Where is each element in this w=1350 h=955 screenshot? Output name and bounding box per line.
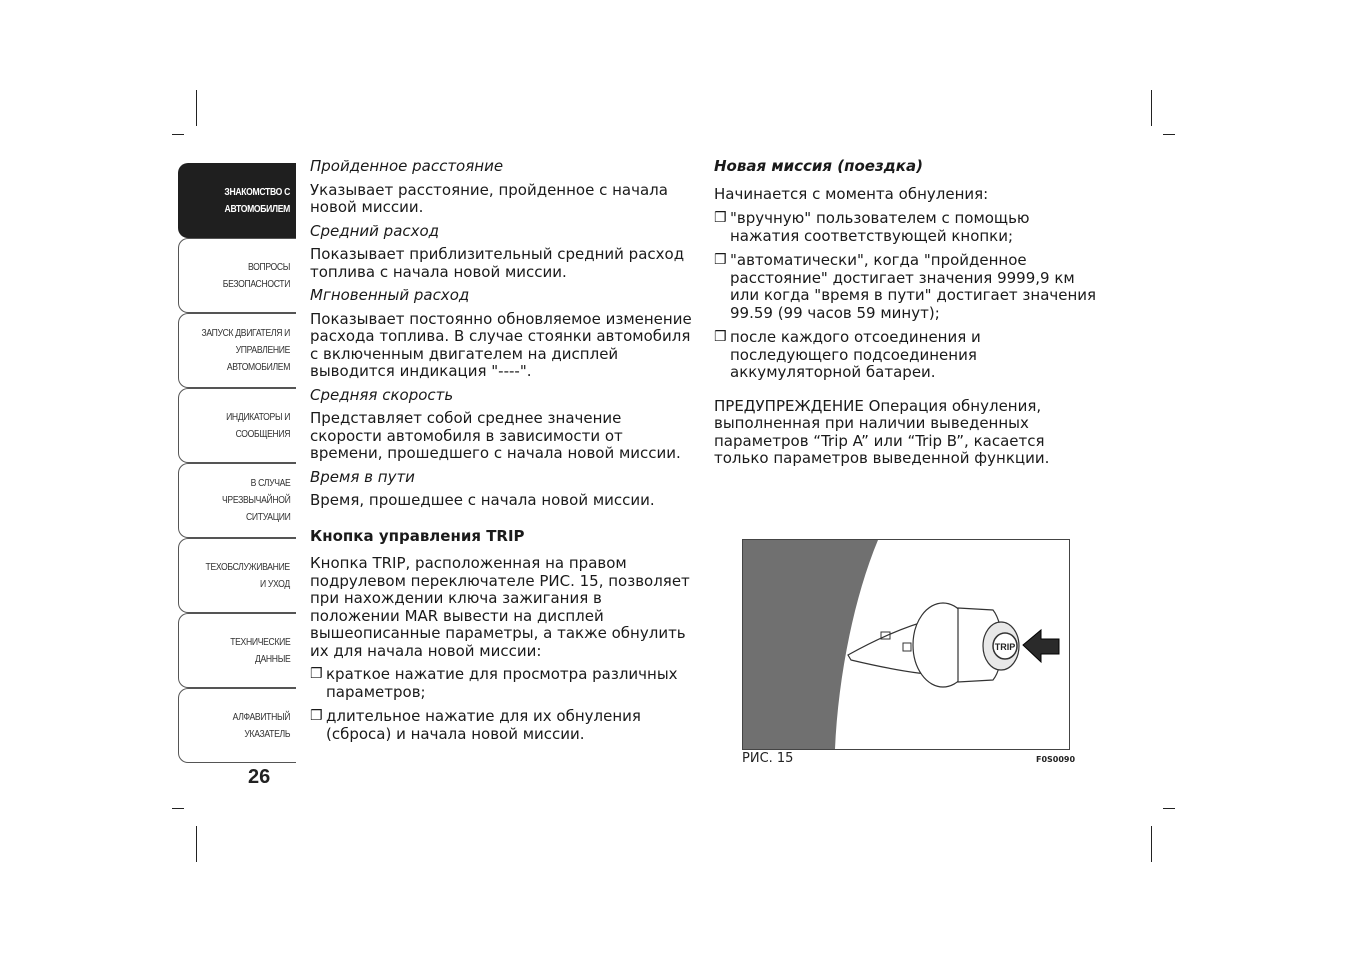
stalk-illustration <box>743 540 1069 749</box>
crop-mark <box>1163 134 1175 135</box>
paragraph: Показывает приблизительный средний расход топлива с начала новой миссии. <box>310 245 685 281</box>
paragraph: Представляет собой среднее значение скорости автомобиля в зависимости от времени, прошедшего с начала новой миссии. <box>310 409 681 462</box>
crop-mark <box>1151 90 1152 126</box>
subheading: Пройденное расстояние <box>310 157 504 175</box>
section-title: Кнопка управления TRIP <box>310 526 525 545</box>
tab-emergency[interactable]: В СЛУЧАЕ ЧРЕЗВЫЧАЙНОЙ СИТУАЦИИ <box>178 463 296 538</box>
subheading: Средняя скорость <box>310 385 454 404</box>
paragraph: Указывает расстояние, пройденное с начала новой миссии. <box>310 180 668 216</box>
checkbox-bullet-icon: ❒ <box>310 666 323 682</box>
list-item: ❒ "вручную" пользователем с помощью нажатия соответствующей кнопки; <box>714 209 1030 245</box>
right-column <box>714 158 1099 468</box>
paragraph: Время, прошедшее с начала новой миссии. <box>310 491 655 509</box>
trip-button-label: TRIP <box>994 642 1016 652</box>
checkbox-bullet-icon: ❒ <box>714 329 727 345</box>
checkbox-bullet-icon: ❒ <box>714 252 727 268</box>
crop-mark <box>196 90 197 126</box>
figure-caption: РИС. 15 <box>742 751 794 766</box>
figure-code: F0S0090 <box>1036 755 1076 764</box>
subheading: Средний расход <box>310 221 440 240</box>
tab-maintenance[interactable]: ТЕХОБСЛУЖИВАНИЕ И УХОД <box>178 538 296 613</box>
tab-technical-data[interactable]: ТЕХНИЧЕСКИЕ ДАННЫЕ <box>178 613 296 688</box>
section-title: Новая миссия (поездка) <box>714 157 923 175</box>
tab-vehicle-intro[interactable]: ЗНАКОМСТВО С АВТОМОБИЛЕМ <box>178 163 296 238</box>
crop-mark <box>196 826 197 862</box>
list-item: ❒ длительное нажатие для их обнуления (сброса) и начала новой миссии. <box>310 707 641 743</box>
left-column <box>310 158 695 750</box>
crop-mark <box>1163 808 1175 809</box>
tab-starting-driving[interactable]: ЗАПУСК ДВИГАТЕЛЯ И УПРАВЛЕНИЕ АВТОМОБИЛЕМ <box>178 313 296 388</box>
list-item: ❒ "автоматически", когда "пройденное расстояние" достигает значения 9999,9 км или когда "время в пути" достигает значения 99.59 (99 часов 59 минут); <box>714 251 1097 322</box>
subheading: Мгновенный расход <box>310 286 470 304</box>
warning-paragraph: ПРЕДУПРЕЖДЕНИЕ Операция обнуления, выполненная при наличии выведенных параметров “Trip A” или “Trip B”, касается только параметров выведенной функции. <box>714 396 1050 467</box>
list-item: ❒ после каждого отсоединения и последующего подсоединения аккумуляторной батареи. <box>714 328 981 381</box>
paragraph: Начинается с момента обнуления: <box>714 184 989 203</box>
tab-safety[interactable]: ВОПРОСЫ БЕЗОПАСНОСТИ <box>178 238 296 313</box>
paragraph: Показывает постоянно обновляемое изменение расхода топлива. В случае стоянки автомобиля с включенным двигателем на дисплей выводится индикация "----". <box>310 309 692 380</box>
paragraph: Кнопка TRIP, расположенная на правом подрулевом переключателе РИС. 15, позволяет при нахождении ключа зажигания в положении MAR вывести на дисплей вышеописанные параметры, а также обнулить их для начала новой миссии: <box>310 554 690 660</box>
figure-trip-button <box>742 539 1070 750</box>
tab-index[interactable]: АЛФАВИТНЫЙ УКАЗАТЕЛЬ <box>178 688 296 763</box>
crop-mark <box>172 134 184 135</box>
chapter-sidebar <box>178 163 296 763</box>
list-item: ❒ краткое нажатие для просмотра различных параметров; <box>310 665 678 701</box>
checkbox-bullet-icon: ❒ <box>714 210 727 226</box>
subheading: Время в пути <box>310 467 415 486</box>
checkbox-bullet-icon: ❒ <box>310 708 323 724</box>
tab-warnings-messages[interactable]: ИНДИКАТОРЫ И СООБЩЕНИЯ <box>178 388 296 463</box>
crop-mark <box>172 808 184 809</box>
arrow-icon <box>1023 630 1059 662</box>
page-number: 26 <box>248 766 271 788</box>
crop-mark <box>1151 826 1152 862</box>
